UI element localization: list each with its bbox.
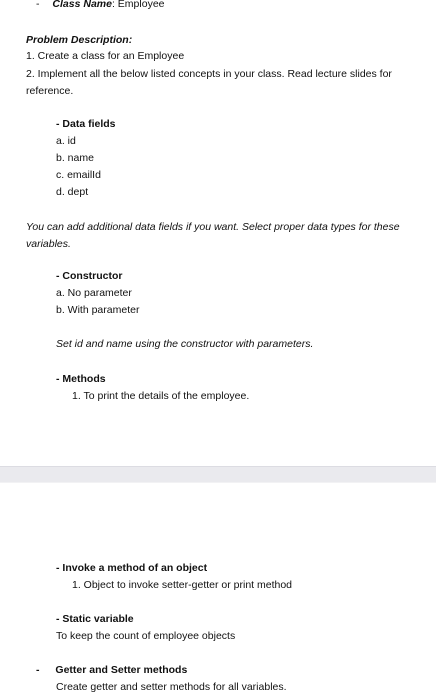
class-name-line bbox=[36, 0, 165, 10]
problem-item-1: 1. Create a class for an Employee bbox=[26, 50, 185, 62]
constructor-title: - Constructor bbox=[56, 270, 123, 282]
page-break bbox=[0, 466, 436, 483]
class-name-value: Employee bbox=[114, 0, 165, 10]
class-name-label: Class Name bbox=[52, 0, 112, 10]
static-variable-text: To keep the count of employee objects bbox=[56, 630, 236, 642]
constructor-note: Set id and name using the constructor with parameters. bbox=[56, 338, 314, 350]
data-fields-note: You can add additional data fields if you want. Select proper data types for these variables. bbox=[26, 221, 400, 250]
constructor-item: a. No parameter bbox=[56, 287, 132, 299]
data-field-item: d. dept bbox=[56, 186, 89, 198]
problem-item-2: 2. Implement all the below listed concepts in your class. Read lecture slides for reference. bbox=[26, 68, 392, 97]
methods-title: - Methods bbox=[56, 373, 106, 385]
problem-title: Problem Description: bbox=[26, 34, 133, 46]
getset-line bbox=[36, 664, 187, 676]
data-field-item: b. name bbox=[56, 152, 94, 164]
data-field-item: c. emailId bbox=[56, 169, 101, 181]
invoke-title: - Invoke a method of an object bbox=[56, 562, 208, 574]
data-field-item: a. id bbox=[56, 135, 76, 147]
getset-text: Create getter and setter methods for all variables. bbox=[56, 681, 287, 693]
methods-item: 1. To print the details of the employee. bbox=[72, 390, 250, 402]
static-variable-title: - Static variable bbox=[56, 613, 134, 625]
class-name-colon: : bbox=[111, 0, 115, 10]
getset-title: Getter and Setter methods bbox=[55, 664, 188, 676]
bullet-dash: - bbox=[36, 664, 40, 676]
invoke-item: 1. Object to invoke setter-getter or print method bbox=[72, 579, 293, 591]
constructor-item: b. With parameter bbox=[56, 304, 140, 316]
bullet-dash: - bbox=[36, 0, 40, 10]
data-fields-title: - Data fields bbox=[56, 118, 116, 130]
